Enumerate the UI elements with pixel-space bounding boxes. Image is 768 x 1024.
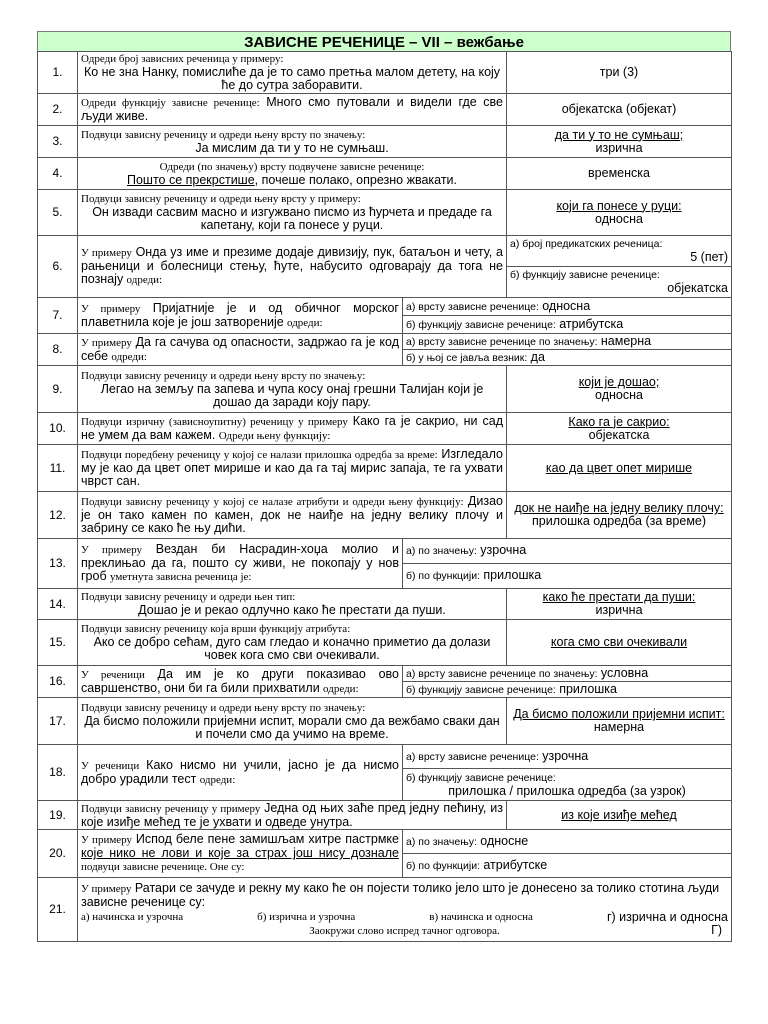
underlined-clause: кога смо сви очекивали: [550, 635, 688, 649]
table-row: [38, 698, 732, 745]
example-text: Да га сачува од опасности, задржао га је код себе: [81, 334, 399, 363]
instruction: Одреди број зависних реченица у примеру:: [81, 53, 284, 65]
table-row: [38, 445, 732, 492]
question-cell: [78, 190, 507, 236]
example-text: Много смо путовали и видели где све људи живе.: [81, 95, 504, 123]
instruction: У примеру: [81, 544, 142, 556]
answer-type: прилошка одредба (за време): [531, 514, 707, 528]
option-b: б) изрична и узрочна: [257, 910, 356, 923]
question-cell: [78, 589, 507, 620]
table-row: [38, 492, 732, 539]
instruction: Подвуци поредбену реченицу у којој се налази прилошка одредба за време:: [81, 449, 438, 461]
answer-cell-a: [403, 830, 732, 854]
table-row: [38, 589, 732, 620]
table-row: [38, 190, 732, 236]
table-row: [38, 126, 732, 158]
example-text: , почеше полако, опрезно жвакати.: [254, 172, 458, 187]
example-text: Онда уз име и презиме додаје дивизију, пук, батаљон и чету, а рањеници и болесници стењу, ћуте, набусито одговарају да тога не познају: [81, 245, 504, 286]
question-cell: [78, 334, 403, 366]
answer-cell-b: [403, 854, 732, 878]
instruction: У примеру: [81, 834, 133, 846]
answer-cell-b: [403, 350, 732, 366]
instruction-tail: одреди:: [323, 682, 359, 695]
answer-cell: временска: [507, 158, 732, 190]
example-text: Пријатније је и од обичног морског плаветнила које је још затвореније: [81, 300, 399, 329]
answer-label: б) функцију зависне реченице:: [406, 318, 556, 331]
answer-cell: [507, 445, 732, 492]
answer-cell-b: [403, 769, 732, 801]
table-row: [38, 801, 732, 830]
instruction: Подвуци зависну реченицу и одреди њену врсту у примеру:: [81, 193, 361, 205]
question-cell: [78, 830, 403, 878]
option-c: в) начинска и односна: [429, 910, 533, 923]
answer-value: прилошка: [483, 568, 542, 582]
answer-cell: [507, 190, 732, 236]
row-number: 17.: [38, 698, 78, 745]
answer-label: б) по функцији:: [406, 859, 481, 872]
row-number: 1.: [38, 52, 78, 94]
example-text: Ја мислим да ти у то не сумњаш.: [195, 140, 389, 155]
row-number: 9.: [38, 366, 78, 413]
answer-value: односне: [480, 833, 529, 848]
question-cell: [78, 126, 507, 158]
instruction: Одреди (по значењу) врсту подвучене зависне реченице:: [159, 160, 425, 173]
underlined-clause: како ће престати да пуши:: [542, 590, 696, 604]
answer-cell-a: [507, 236, 732, 267]
instruction: У примеру: [81, 882, 132, 895]
row-number: 7.: [38, 298, 78, 334]
underlined-clause: из које изиђе мећед: [561, 807, 677, 822]
question-cell: [78, 801, 507, 830]
example-text: Легао на земљу па запева и чупа косу онај грешни Талијан који је дошао да заради коју пару.: [100, 381, 484, 409]
example-text: Он извади сасвим масно и изгужвано писмо из ћурчета и предаде га капетану, који га понесе у руци.: [92, 205, 492, 232]
table-row: [38, 878, 732, 942]
underlined-clause: док не наиђе на једну велику плочу:: [514, 501, 724, 515]
answer-label: а) врсту зависне реченице:: [406, 300, 539, 313]
answer-label: а) по значењу:: [406, 545, 477, 557]
instruction-tail: Одреди њену функцију:: [218, 429, 331, 442]
underlined-clause: као да цвет опет мирише: [545, 460, 693, 475]
answer-type: намерна: [593, 720, 645, 734]
instruction-tail: одреди:: [199, 773, 236, 786]
answer-value: узрочна: [542, 748, 589, 763]
question-cell: [78, 492, 507, 539]
table-row: [38, 298, 732, 316]
table-row: [38, 666, 732, 682]
answer-label: б) по функцији:: [406, 570, 481, 582]
example-text: Ратари се зачуде и рекну му како ће он појести толико јело што је донесено за толико стотина људи зависне реченице су:: [81, 880, 720, 909]
exercise-table: [37, 51, 732, 942]
answer-cell: [507, 366, 732, 413]
instruction-tail: уметнута зависна реченица је:: [109, 571, 252, 583]
row-number: 10.: [38, 413, 78, 445]
answer-cell-a: [403, 539, 732, 564]
answer-cell-a: [403, 298, 732, 316]
table-row: [38, 539, 732, 564]
instruction: У реченици: [81, 759, 140, 772]
instruction: У примеру: [81, 302, 141, 315]
instruction-tail: одреди:: [111, 350, 147, 363]
question-cell: [78, 158, 507, 190]
answer-type: изрична: [595, 603, 643, 617]
answer-cell: [507, 620, 732, 666]
example-text: Да бисмо положили пријемни испит, морали смо да вежбамо сваки дан и почели смо да учимо на време.: [84, 713, 500, 741]
answer-cell: објекатска (објекат): [507, 94, 732, 126]
answer-cell-b: [403, 682, 732, 698]
instruction: Подвуци зависну реченицу и одреди њен тип:: [81, 591, 296, 603]
table-row: [38, 620, 732, 666]
row-number: 13.: [38, 539, 78, 589]
question-cell: [78, 94, 507, 126]
question-cell: [78, 52, 507, 94]
row-number: 18.: [38, 745, 78, 801]
answer-label: б) функцију зависне реченице:: [406, 771, 556, 784]
row-number: 8.: [38, 334, 78, 366]
example-text: Вездан би Насрадин-хоџа молио и преклињао да га, пошто су живи, не покопају у нов гроб: [81, 542, 399, 583]
example-text: Како га је сакрио, ни сад не умем да вам кажем.: [81, 413, 504, 442]
answer-cell-a: [403, 745, 732, 769]
example-text: Испод беле пене замишљам хитре пастрмке: [135, 832, 399, 846]
question-cell: [78, 666, 403, 698]
example-text: Једна од њих заће пред једну пећину, из које изиђе мећед те је ухвати и одведе унутра.: [81, 800, 504, 829]
instruction: Подвуци зависну реченицу која врши функцију атрибута:: [81, 623, 351, 635]
row-number: 11.: [38, 445, 78, 492]
underlined-clause: који је дошао;: [578, 375, 660, 389]
answer-label: а) по значењу:: [406, 835, 477, 848]
answer-value: односна: [542, 298, 591, 313]
instruction: Подвуци зависну реченицу у примеру: [81, 802, 261, 815]
row-number: 16.: [38, 666, 78, 698]
instruction: Подвуци зависну реченицу у којој се налазе атрибути и одреди њену функцију:: [81, 496, 464, 508]
row-number: 12.: [38, 492, 78, 539]
table-row: [38, 366, 732, 413]
example-text: Дошао је и рекао одлучно како ће престати да пуши.: [138, 603, 446, 617]
answer-label: б) функцију зависне реченице:: [406, 683, 556, 696]
option-d: г) изрична и односна: [606, 909, 729, 924]
answer-value: атрибутске: [483, 857, 548, 872]
underlined-clause: Да бисмо положили пријемни испит:: [513, 707, 725, 721]
instruction: У реченици: [81, 668, 145, 681]
example-text: Како нисмо ни учили, јасно је да нисмо добро урадили тест: [81, 757, 400, 786]
answer-value: намерна: [600, 333, 652, 348]
question-cell: [78, 445, 507, 492]
answer-type: односна: [595, 388, 643, 402]
table-row: [38, 745, 732, 769]
answer-label: б) функцију зависне реченице:: [510, 269, 660, 281]
answer-cell: [507, 698, 732, 745]
answer-cell: [507, 589, 732, 620]
page-title: ЗАВИСНЕ РЕЧЕНИЦЕ – VII – вежбање: [37, 31, 731, 52]
instruction-tail: подвуци зависне реченице. Оне су:: [81, 861, 245, 873]
answer-cell-a: [403, 334, 732, 350]
answer-value: узрочна: [480, 543, 527, 557]
example-text: Да им је ко други показивао ово савршенство, они би га били прихватили: [81, 666, 399, 695]
answer-label: а) број предикатских реченица:: [510, 238, 663, 250]
example-text: Изгледало му је као да цвет опет мирише и као да га тај мирис запаја, те га ухвати чврст сан.: [81, 447, 504, 488]
underlined-clause: да ти у то не сумњаш;: [554, 127, 684, 142]
answer-cell-b: [507, 267, 732, 298]
answer-value: прилошка: [559, 681, 617, 696]
example-text: Ко не зна Нанку, помислиће да је то само претња малом детету, на коју ће до сутра заборавити.: [83, 65, 501, 92]
answer-type: објекатска: [588, 427, 650, 442]
row-number: 6.: [38, 236, 78, 298]
answer-cell: [507, 492, 732, 539]
table-row: [38, 94, 732, 126]
row-number: 21.: [38, 878, 78, 942]
instruction: Подвуци зависну реченицу и одреди њену врсту по значењу:: [81, 369, 366, 382]
table-row: [38, 830, 732, 854]
row-number: 15.: [38, 620, 78, 666]
instruction: Одреди функцију зависне реченице:: [81, 97, 260, 109]
row-number: 20.: [38, 830, 78, 878]
instruction: У примеру: [81, 336, 132, 349]
answer-value: атрибутска: [559, 316, 624, 331]
question-cell: [78, 366, 507, 413]
answer-value: да: [530, 349, 545, 364]
answer-label: б) у њој се јавља везник:: [406, 351, 528, 364]
question-cell: [78, 298, 403, 334]
question-cell: [78, 698, 507, 745]
answer-value: Г): [711, 922, 723, 937]
table-row: [38, 158, 732, 190]
underlined-clause: који га понесе у руци:: [556, 198, 682, 213]
question-cell: [78, 539, 403, 589]
option-a: а) начинска и узрочна: [81, 910, 184, 923]
answer-cell: три (3): [507, 52, 732, 94]
row-number: 5.: [38, 190, 78, 236]
row-number: 4.: [38, 158, 78, 190]
instruction-tail: одреди:: [287, 316, 323, 329]
underlined-clause: Како га је сакрио:: [568, 414, 670, 429]
worksheet: [37, 31, 731, 942]
question-cell: [78, 236, 507, 298]
question-cell: [78, 878, 732, 942]
instruction-tail: одреди:: [126, 274, 163, 286]
answer-cell: [507, 413, 732, 445]
answer-label: а) врсту зависне реченице по значењу:: [406, 667, 598, 680]
row-number: 19.: [38, 801, 78, 830]
table-row: [38, 236, 732, 267]
example-text: Дизао је он тако камен по камен, док не наиђе на једну велику плочу и забрину се како ће њу дићи.: [81, 494, 504, 535]
instruction: Подвуци изричну (зависноупитну) реченицу у примеру: [81, 415, 348, 428]
row-number: 14.: [38, 589, 78, 620]
row-number: 2.: [38, 94, 78, 126]
answer-type: односна: [595, 211, 643, 226]
table-row: [38, 413, 732, 445]
question-cell: [78, 620, 507, 666]
answer-value: прилошка / прилошка одредба (за узрок): [448, 783, 686, 798]
answer-type: изрична: [595, 140, 643, 155]
question-cell: [78, 413, 507, 445]
example-text: Ако се добро сећам, дуго сам гледао и коначно приметио да долази човек кога смо сви очекивали.: [93, 635, 491, 662]
instruction: У примеру: [81, 247, 132, 259]
footer-instruction: Заокружи слово испред тачног одговора.: [309, 924, 500, 937]
answer-value: 5 (пет): [690, 250, 729, 264]
answer-label: а) врсту зависне реченице по значењу:: [406, 335, 598, 348]
row-number: 3.: [38, 126, 78, 158]
answer-cell: [507, 801, 732, 830]
underlined-clause: које нико не лови и које за страх још нису дознале: [81, 846, 399, 860]
answer-cell-a: [403, 666, 732, 682]
instruction: Подвуци зависну реченицу и одреди њену врсту по значењу:: [81, 701, 366, 714]
answer-label: а) врсту зависне реченице:: [406, 750, 539, 763]
table-row: [38, 52, 732, 94]
answer-value: објекатска: [667, 281, 729, 295]
answer-cell: [507, 126, 732, 158]
answer-value: условна: [600, 665, 649, 680]
instruction: Подвуци зависну реченицу и одреди њену врсту по значењу:: [81, 128, 366, 141]
answer-cell-b: [403, 316, 732, 334]
underlined-clause: Пошто се прекрстише: [126, 172, 255, 187]
answer-cell-b: [403, 564, 732, 589]
table-row: [38, 334, 732, 350]
question-cell: [78, 745, 403, 801]
